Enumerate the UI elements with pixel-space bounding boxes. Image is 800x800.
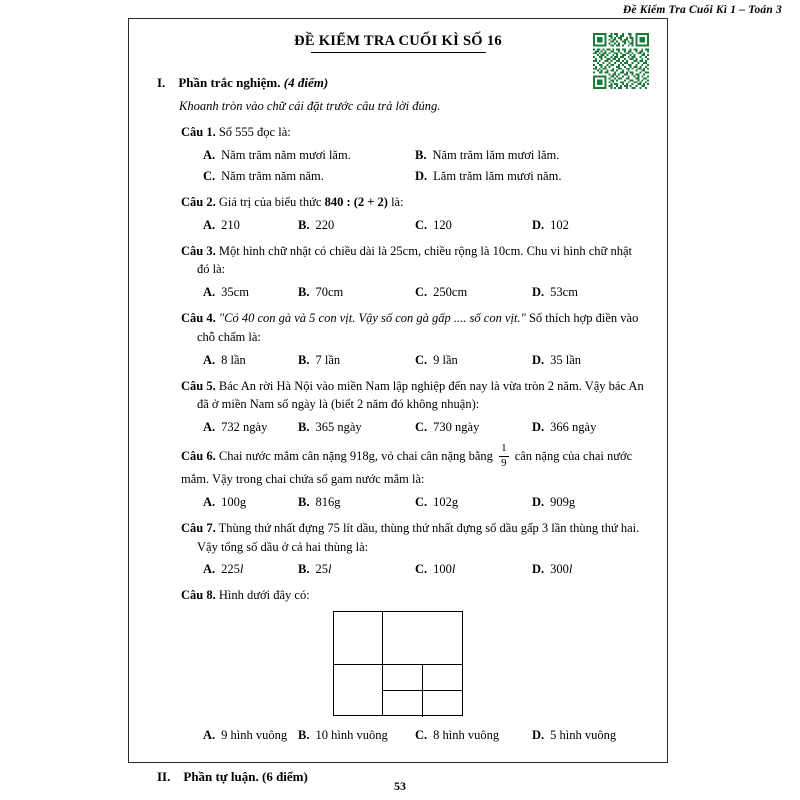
page-frame bbox=[128, 18, 668, 785]
question-8-options bbox=[147, 728, 649, 743]
question-stem-expression: 840 : (2 + 2) bbox=[324, 194, 388, 209]
instruction-text: Khoanh tròn vào chữ cái đặt trước câu trả lời đúng. bbox=[179, 99, 441, 113]
option-b[interactable] bbox=[298, 353, 415, 368]
fraction bbox=[499, 443, 509, 469]
option-unit: l bbox=[239, 562, 244, 577]
option-text: 730 ngày bbox=[433, 420, 480, 434]
option-b[interactable] bbox=[298, 218, 415, 233]
option-text: 5 hình vuông bbox=[550, 728, 617, 743]
option-text: 225 bbox=[221, 562, 240, 577]
option-d[interactable] bbox=[532, 218, 649, 233]
option-letter: A. bbox=[203, 147, 216, 162]
option-text: 100 bbox=[433, 562, 452, 577]
question-5-options bbox=[147, 420, 649, 435]
question-stem: Một hình chữ nhật có chiều dài là 25cm, chiều rộng là 10cm. Chu vi hình chữ nhật bbox=[218, 243, 632, 258]
section-heading-multiple-choice bbox=[157, 75, 649, 91]
question-stem-pre: Chai nước mắm cân nặng 918g, vỏ chai cân nặng bằng bbox=[218, 448, 497, 463]
option-letter: D. bbox=[532, 352, 545, 367]
question-stem-line2: chỗ chấm là: bbox=[197, 329, 261, 344]
question-stem-post: là: bbox=[387, 194, 404, 209]
option-text: 909g bbox=[550, 494, 576, 509]
option-text: 120 bbox=[433, 217, 452, 232]
option-letter: C. bbox=[415, 420, 428, 434]
question-8 bbox=[147, 586, 649, 605]
option-text: Lăm trăm lăm mươi năm. bbox=[433, 168, 562, 183]
option-b[interactable] bbox=[298, 495, 415, 510]
option-text: 102g bbox=[433, 494, 459, 509]
question-label: Câu 1. bbox=[181, 125, 216, 139]
section-number: II. bbox=[157, 769, 171, 785]
question-label: Câu 2. bbox=[181, 194, 216, 209]
question-5 bbox=[147, 377, 649, 415]
question-stem-line2: Vậy tổng số dầu ở cả hai thùng là: bbox=[197, 539, 369, 554]
question-stem: Số 555 đọc là: bbox=[218, 125, 291, 139]
question-stem-line2: đó là: bbox=[197, 262, 226, 277]
question-label: Câu 5. bbox=[181, 378, 216, 393]
section-number: I. bbox=[157, 75, 166, 90]
option-text: 732 ngày bbox=[221, 420, 268, 434]
square-grid-figure bbox=[333, 611, 463, 716]
question-3-options bbox=[147, 285, 649, 300]
question-stem-quote: "Có 40 con gà và 5 con vịt. Vậy số con gà gấp .... số con vịt." bbox=[218, 311, 526, 325]
option-d[interactable] bbox=[532, 353, 649, 368]
option-text: 300 bbox=[550, 562, 569, 577]
figure-horizontal-line bbox=[334, 664, 462, 665]
option-letter: B. bbox=[298, 562, 310, 577]
option-text: Năm trăm năm mươi lăm. bbox=[221, 147, 351, 162]
option-text: 210 bbox=[221, 217, 240, 232]
fraction-numerator: 1 bbox=[501, 442, 507, 454]
option-d[interactable] bbox=[532, 728, 649, 743]
option-c[interactable] bbox=[415, 353, 532, 368]
question-1 bbox=[147, 123, 649, 142]
question-stem: Thùng thứ nhất đựng 75 lít dầu, thùng thứ nhất đựng số dầu gấp 3 lần thùng thứ hai. bbox=[218, 520, 640, 535]
option-letter: A. bbox=[203, 420, 216, 434]
option-d[interactable] bbox=[532, 285, 649, 300]
option-letter: B. bbox=[298, 285, 310, 299]
option-text: Năm trăm lăm mươi lăm. bbox=[432, 147, 560, 162]
option-c[interactable] bbox=[415, 285, 532, 300]
figure-segment-v2 bbox=[422, 664, 423, 717]
section-points: (4 điểm) bbox=[283, 75, 329, 90]
section-label: Phần trắc nghiệm. bbox=[178, 75, 281, 90]
question-4 bbox=[147, 309, 649, 347]
question-stem-line2: mắm. Vậy trong chai chứa số gam nước mắm là: bbox=[181, 472, 425, 487]
question-label: Câu 4. bbox=[181, 311, 216, 325]
option-letter: C. bbox=[203, 168, 216, 183]
page-title: ĐỀ KIỂM TRA CUỐI KÌ SỐ 16 bbox=[294, 33, 502, 49]
option-letter: B. bbox=[298, 494, 310, 509]
option-letter: A. bbox=[203, 217, 216, 232]
title-underline bbox=[311, 52, 486, 53]
option-a[interactable] bbox=[181, 728, 298, 743]
option-text: 53cm bbox=[550, 285, 578, 299]
option-letter: D. bbox=[532, 494, 545, 509]
option-letter: D. bbox=[532, 420, 545, 434]
option-c[interactable] bbox=[415, 562, 532, 577]
option-text: 365 ngày bbox=[315, 420, 362, 434]
option-a[interactable] bbox=[181, 148, 415, 163]
option-text: 7 lần bbox=[315, 352, 341, 367]
running-head: Đề Kiểm Tra Cuối Kì 1 – Toán 3 bbox=[622, 4, 782, 16]
option-text: Năm trăm năm năm. bbox=[221, 168, 324, 183]
option-letter: C. bbox=[415, 217, 428, 232]
option-letter: C. bbox=[415, 352, 428, 367]
option-text: 10 hình vuông bbox=[315, 728, 388, 743]
option-letter: A. bbox=[203, 562, 216, 577]
option-letter: D. bbox=[532, 728, 545, 743]
option-letter: C. bbox=[415, 728, 428, 743]
fraction-denominator: 9 bbox=[501, 456, 507, 469]
option-c[interactable] bbox=[181, 169, 415, 184]
option-text: 9 lần bbox=[433, 352, 458, 367]
question-label: Câu 8. bbox=[181, 588, 216, 603]
option-b[interactable] bbox=[298, 420, 415, 435]
option-letter: A. bbox=[203, 728, 216, 743]
option-b[interactable] bbox=[298, 728, 415, 743]
option-b[interactable] bbox=[298, 562, 415, 577]
option-letter: D. bbox=[532, 217, 545, 232]
question-1-options-row2 bbox=[147, 169, 649, 184]
question-1-options bbox=[147, 148, 649, 163]
option-a[interactable] bbox=[181, 562, 298, 577]
option-letter: C. bbox=[415, 562, 428, 577]
page-number: 53 bbox=[394, 779, 406, 793]
question-7 bbox=[147, 519, 649, 557]
option-letter: A. bbox=[203, 285, 216, 299]
question-label: Câu 6. bbox=[181, 448, 216, 463]
option-letter: C. bbox=[415, 285, 428, 299]
option-letter: D. bbox=[532, 285, 545, 299]
option-text: 250cm bbox=[433, 285, 468, 299]
option-letter: A. bbox=[203, 352, 216, 367]
option-a[interactable] bbox=[181, 218, 298, 233]
question-stem-post: cân nặng của chai nước bbox=[511, 448, 633, 463]
question-stem: Hình dưới đây có: bbox=[218, 588, 310, 603]
option-text: 25 bbox=[315, 562, 328, 577]
question-6-options bbox=[147, 495, 649, 510]
option-unit: l bbox=[568, 562, 573, 577]
question-8-figure-wrap bbox=[147, 611, 649, 716]
option-letter: C. bbox=[415, 494, 428, 509]
section-points: (6 điểm) bbox=[261, 769, 308, 785]
option-letter: D. bbox=[532, 562, 545, 577]
option-d[interactable] bbox=[532, 562, 649, 577]
option-letter: A. bbox=[203, 494, 216, 509]
qr-code-icon bbox=[593, 33, 649, 89]
question-6 bbox=[147, 444, 649, 489]
option-unit: l bbox=[327, 562, 332, 577]
option-unit: l bbox=[451, 562, 456, 577]
option-text: 816g bbox=[315, 494, 341, 509]
option-text: 70cm bbox=[315, 285, 344, 299]
option-d[interactable] bbox=[532, 420, 649, 435]
question-label: Câu 3. bbox=[181, 243, 216, 258]
option-a[interactable] bbox=[181, 420, 298, 435]
option-text: 220 bbox=[315, 217, 335, 232]
question-stem-post: Số thích hợp điền vào bbox=[525, 311, 639, 325]
section-label: Phần tự luận. bbox=[183, 769, 259, 785]
option-d[interactable] bbox=[532, 495, 649, 510]
question-7-options bbox=[147, 562, 649, 577]
question-stem: Bác An rời Hà Nội vào miền Nam lập nghiệp đến nay là vừa tròn 2 năm. Vậy bác An bbox=[218, 378, 644, 393]
question-stem-line2: đã ở miền Nam số ngày là (biết 2 năm đó không nhuận): bbox=[197, 397, 480, 412]
option-letter: D. bbox=[415, 168, 428, 183]
option-letter: B. bbox=[298, 728, 310, 743]
option-d[interactable] bbox=[415, 169, 649, 184]
option-b[interactable] bbox=[415, 148, 649, 163]
option-text: 9 hình vuông bbox=[221, 728, 288, 743]
option-letter: B. bbox=[298, 420, 310, 434]
option-text: 8 hình vuông bbox=[433, 728, 500, 743]
option-letter: B. bbox=[298, 217, 310, 232]
option-c[interactable] bbox=[415, 218, 532, 233]
option-text: 366 ngày bbox=[550, 420, 597, 434]
question-label: Câu 7. bbox=[181, 520, 216, 535]
option-text: 35cm bbox=[221, 285, 249, 299]
option-letter: B. bbox=[415, 147, 427, 162]
option-text: 35 lần bbox=[550, 352, 582, 367]
option-c[interactable] bbox=[415, 728, 532, 743]
option-b[interactable] bbox=[298, 285, 415, 300]
question-4-options bbox=[147, 353, 649, 368]
question-stem-pre: Giá trị của biểu thức bbox=[218, 194, 325, 209]
option-a[interactable] bbox=[181, 353, 298, 368]
question-2 bbox=[147, 193, 649, 212]
question-2-options bbox=[147, 218, 649, 233]
option-text: 100g bbox=[221, 494, 247, 509]
option-letter: B. bbox=[298, 352, 310, 367]
option-text: 102 bbox=[550, 217, 569, 232]
question-3 bbox=[147, 242, 649, 280]
option-a[interactable] bbox=[181, 285, 298, 300]
option-text: 8 lần bbox=[221, 352, 246, 367]
option-a[interactable] bbox=[181, 495, 298, 510]
option-c[interactable] bbox=[415, 420, 532, 435]
option-c[interactable] bbox=[415, 495, 532, 510]
